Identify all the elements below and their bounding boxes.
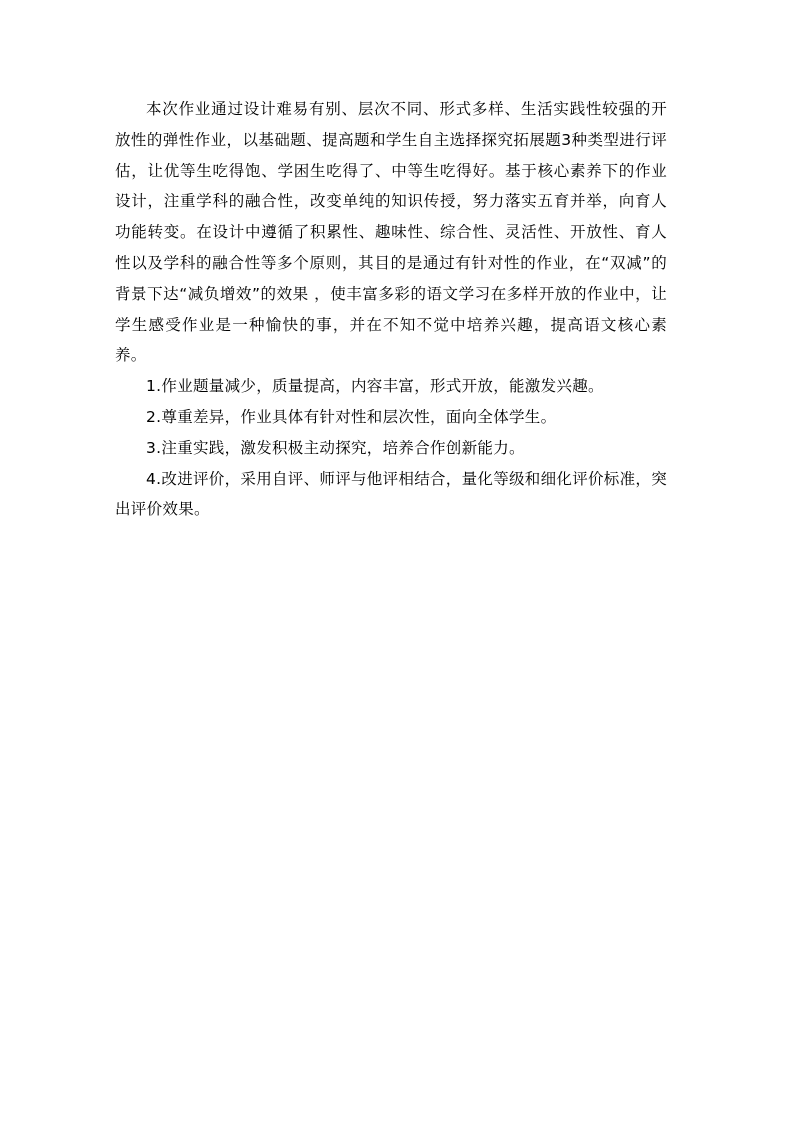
- list-item-3: 3.注重实践，激发积极主动探究，培养合作创新能力。: [146, 438, 525, 457]
- list-item-2: 2.尊重差异，作业具体有针对性和层次性，面向全体学生。: [146, 407, 557, 426]
- intro-paragraph: 本次作业通过设计难易有别、层次不同、形式多样、生活实践性较强的开放性的弹性作业，以基础题、提高题和学生自主选择探究拓展题3种类型进行评估，让优等生吃得饱、学困生吃得了、中等生吃得好。基于核心素养下的作业设计，注重学科的融合性，改变单纯的知识传授，努力落实五育并举，向育人功能转变。在设计中遵循了积累性、趣味性、综合性、灵活性、开放性、育人性以及学科的融合性等多个原则，其目的是通过有针对性的作业，在“双减”的背景下达“减负增效”的效果 ，使丰富多彩的语文学习在多样开放的作业中，让学生感受作业是一种愉快的事，并在不知不觉中培养兴趣，提高语文核心素养。: [115, 100, 667, 365]
- document-page: [115, 94, 667, 525]
- list-item-4: 4.改进评价，采用自评、师评与他评相结合，量化等级和细化评价标准，突出评价效果。: [115, 469, 667, 519]
- list-item-1: 1.作业题量减少，质量提高，内容丰富，形式开放，能激发兴趣。: [146, 377, 604, 396]
